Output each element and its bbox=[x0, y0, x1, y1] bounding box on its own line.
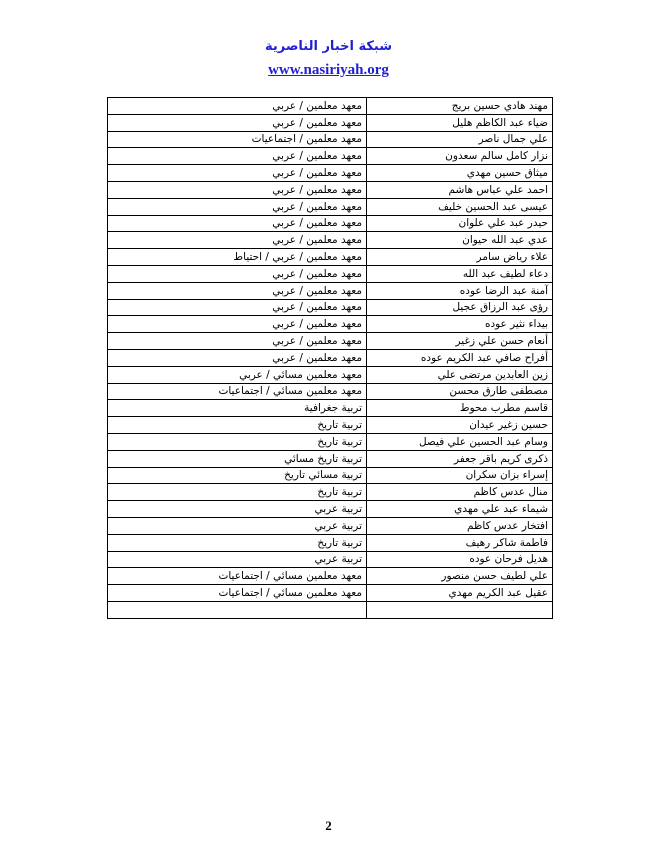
department-cell: تربية عربي bbox=[108, 517, 367, 534]
department-cell: معهد معلمين / عربي bbox=[108, 198, 367, 215]
table-row bbox=[108, 299, 553, 316]
name-cell: بيداء نثير عوده bbox=[367, 316, 553, 333]
name-cell: رؤى عبد الرزاق عجيل bbox=[367, 299, 553, 316]
table-row bbox=[108, 534, 553, 551]
department-cell: تربية تاريخ bbox=[108, 433, 367, 450]
name-cell: افتخار عدس كاظم bbox=[367, 517, 553, 534]
name-cell: مهند هادي حسين بريج bbox=[367, 98, 553, 115]
table-row bbox=[108, 232, 553, 249]
table-row bbox=[108, 484, 553, 501]
name-cell: زين العابدين مرتضى علي bbox=[367, 366, 553, 383]
table-row bbox=[108, 98, 553, 115]
department-cell: تربية تاريخ bbox=[108, 534, 367, 551]
name-cell: منال عدس كاظم bbox=[367, 484, 553, 501]
table-row bbox=[108, 131, 553, 148]
department-cell: معهد معلمين / عربي bbox=[108, 282, 367, 299]
department-cell bbox=[108, 601, 367, 618]
name-cell: عدي عبد الله حيوان bbox=[367, 232, 553, 249]
table-row bbox=[108, 181, 553, 198]
name-cell: ميثاق حسين مهدي bbox=[367, 165, 553, 182]
department-cell: تربية عربي bbox=[108, 551, 367, 568]
table-row bbox=[108, 400, 553, 417]
staff-table bbox=[107, 97, 553, 619]
name-cell: دعاء لطيف عبد الله bbox=[367, 265, 553, 282]
department-cell: تربية تاريخ bbox=[108, 417, 367, 434]
name-cell: آمنة عبد الرضا عوده bbox=[367, 282, 553, 299]
table-row bbox=[108, 265, 553, 282]
name-cell: أفراح صافي عبد الكريم عوده bbox=[367, 349, 553, 366]
name-cell: علي لطيف حسن منصور bbox=[367, 568, 553, 585]
name-cell: احمد علي عباس هاشم bbox=[367, 181, 553, 198]
name-cell: ضياء عبد الكاظم هليل bbox=[367, 114, 553, 131]
department-cell: معهد معلمين / عربي / احتياط bbox=[108, 249, 367, 266]
page-number: 2 bbox=[325, 818, 332, 833]
department-cell: معهد معلمين مسائي / اجتماعيات bbox=[108, 383, 367, 400]
department-cell: معهد معلمين / عربي bbox=[108, 181, 367, 198]
name-cell: فاطمة شاكر رهيف bbox=[367, 534, 553, 551]
name-cell: علي جمال ناصر bbox=[367, 131, 553, 148]
table-row bbox=[108, 165, 553, 182]
name-cell: أنعام حسن علي زغير bbox=[367, 333, 553, 350]
department-cell: معهد معلمين / عربي bbox=[108, 165, 367, 182]
table-row bbox=[108, 433, 553, 450]
name-cell: ذكرى كريم باقر جعفر bbox=[367, 450, 553, 467]
department-cell: تربية عربي bbox=[108, 501, 367, 518]
name-cell: نزار كامل سالم سعدون bbox=[367, 148, 553, 165]
name-cell: عيسى عبد الحسين خليف bbox=[367, 198, 553, 215]
name-cell: عقيل عبد الكريم مهدي bbox=[367, 585, 553, 602]
table-row bbox=[108, 198, 553, 215]
name-cell: هديل فرحان عوده bbox=[367, 551, 553, 568]
department-cell: معهد معلمين مسائي / عربي bbox=[108, 366, 367, 383]
table-row bbox=[108, 501, 553, 518]
department-cell: معهد معلمين / عربي bbox=[108, 299, 367, 316]
table-row bbox=[108, 349, 553, 366]
name-cell: شيماء عبد علي مهدي bbox=[367, 501, 553, 518]
table-row bbox=[108, 383, 553, 400]
staff-table-body bbox=[108, 98, 553, 619]
name-cell: مصطفى طارق محسن bbox=[367, 383, 553, 400]
table-row bbox=[108, 333, 553, 350]
department-cell: معهد معلمين / عربي bbox=[108, 148, 367, 165]
name-cell: حيدر عبد علي علوان bbox=[367, 215, 553, 232]
table-row bbox=[108, 282, 553, 299]
department-cell: معهد معلمين / عربي bbox=[108, 333, 367, 350]
table-row bbox=[108, 316, 553, 333]
name-cell: حسين زغير عيدان bbox=[367, 417, 553, 434]
table-row bbox=[108, 467, 553, 484]
name-cell: علاء رياض سامر bbox=[367, 249, 553, 266]
department-cell: معهد معلمين / عربي bbox=[108, 98, 367, 115]
name-cell: وسام عبد الحسين علي فيصل bbox=[367, 433, 553, 450]
department-cell: معهد معلمين / عربي bbox=[108, 215, 367, 232]
table-row bbox=[108, 249, 553, 266]
table-row bbox=[108, 517, 553, 534]
site-url-link[interactable]: www.nasiriyah.org bbox=[268, 62, 389, 78]
table-row bbox=[108, 551, 553, 568]
table-row bbox=[108, 215, 553, 232]
table-row bbox=[108, 450, 553, 467]
name-cell bbox=[367, 601, 553, 618]
name-cell: إسراء بزان سكران bbox=[367, 467, 553, 484]
site-title: شبكة اخبار الناصرية bbox=[264, 39, 393, 54]
department-cell: تربية مسائي تاريخ bbox=[108, 467, 367, 484]
table-row bbox=[108, 114, 553, 131]
department-cell: معهد معلمين مسائي / اجتماعيات bbox=[108, 585, 367, 602]
table-row bbox=[108, 568, 553, 585]
department-cell: معهد معلمين / عربي bbox=[108, 232, 367, 249]
name-cell: قاسم مطرب محوط bbox=[367, 400, 553, 417]
department-cell: تربية تاريخ مسائي bbox=[108, 450, 367, 467]
department-cell: معهد معلمين / عربي bbox=[108, 114, 367, 131]
department-cell: معهد معلمين / عربي bbox=[108, 349, 367, 366]
department-cell: معهد معلمين مسائي / اجتماعيات bbox=[108, 568, 367, 585]
table-row bbox=[108, 148, 553, 165]
table-row bbox=[108, 585, 553, 602]
department-cell: معهد معلمين / اجتماعيات bbox=[108, 131, 367, 148]
department-cell: معهد معلمين / عربي bbox=[108, 316, 367, 333]
department-cell: تربية جغرافية bbox=[108, 400, 367, 417]
department-cell: معهد معلمين / عربي bbox=[108, 265, 367, 282]
table-row bbox=[108, 366, 553, 383]
table-row bbox=[108, 601, 553, 618]
department-cell: تربية تاريخ bbox=[108, 484, 367, 501]
table-row bbox=[108, 417, 553, 434]
